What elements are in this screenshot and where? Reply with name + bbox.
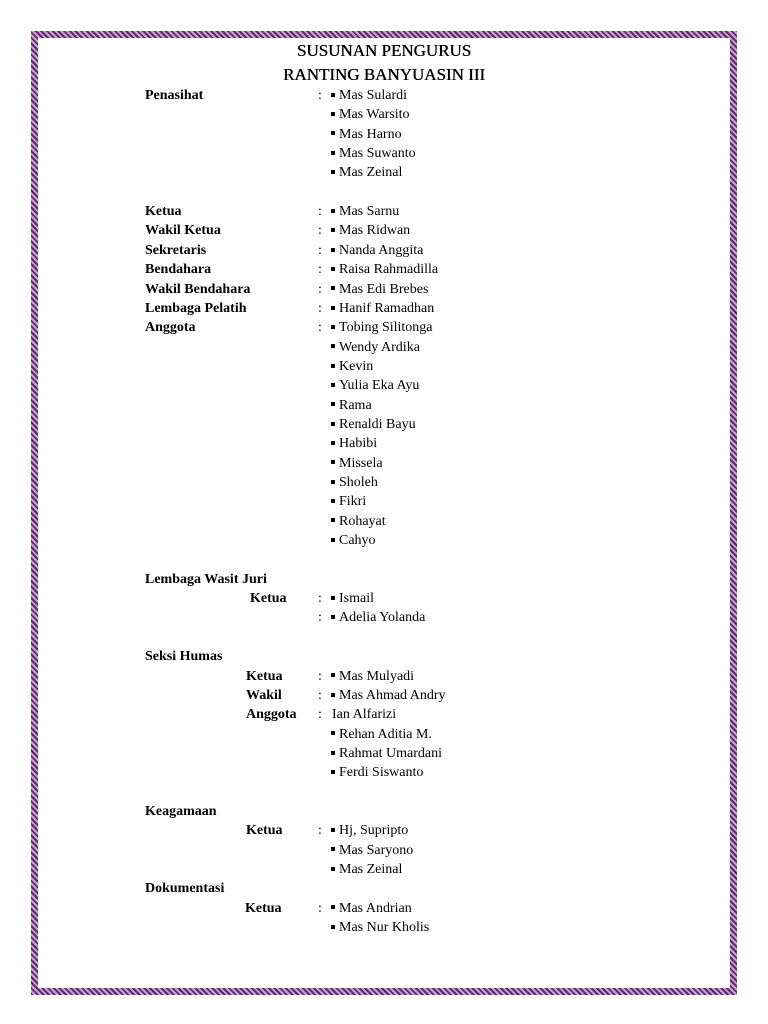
member-name: Mas Edi Brebes <box>339 281 429 297</box>
square-bullet-icon <box>331 925 335 929</box>
role-label: Lembaga Pelatih <box>145 300 247 316</box>
member-name-item <box>331 899 412 918</box>
member-name: Sholeh <box>339 475 378 490</box>
member-name: Mas Zeinal <box>339 165 403 181</box>
role-label: Penasihat <box>145 88 204 103</box>
member-name: Ismail <box>339 591 374 607</box>
square-bullet-icon <box>331 867 335 871</box>
member-name-item <box>332 705 396 724</box>
colon-separator: : <box>318 281 322 297</box>
member-name-item <box>331 763 423 782</box>
square-bullet-icon <box>331 422 335 426</box>
role-label: Anggota <box>145 320 196 336</box>
member-name-item <box>331 860 402 879</box>
role-label: Seksi Humas <box>145 649 223 665</box>
member-name: Mas Saryono <box>339 842 414 858</box>
member-name-item <box>331 744 442 763</box>
square-bullet-icon <box>331 770 335 774</box>
member-name: Mas Suwanto <box>339 146 416 162</box>
member-name-item <box>331 241 423 260</box>
member-name: Kevin <box>339 358 374 374</box>
square-bullet-icon <box>331 615 335 619</box>
role-label: Keagamaan <box>145 803 217 819</box>
member-name-item <box>331 280 428 299</box>
square-bullet-icon <box>331 538 335 542</box>
role-label: Anggota <box>246 707 297 723</box>
member-name-item <box>331 608 425 627</box>
member-name: Mas Zeinal <box>339 862 403 877</box>
square-bullet-icon <box>331 112 335 116</box>
square-bullet-icon <box>331 402 335 406</box>
colon-separator: : <box>318 900 322 916</box>
member-name-item <box>331 492 366 511</box>
member-name: Rohayat <box>339 513 386 529</box>
member-name: Rahmat Umardani <box>339 745 443 761</box>
role-label: Wakil <box>246 687 282 703</box>
colon-separator: : <box>318 262 322 278</box>
square-bullet-icon <box>331 693 335 697</box>
role-label: Wakil Ketua <box>145 223 221 239</box>
colon-separator: : <box>318 668 322 684</box>
member-name-item <box>331 125 402 144</box>
square-bullet-icon <box>331 248 335 252</box>
colon-separator: : <box>318 300 322 316</box>
member-name: Yulia Eka Ayu <box>339 378 420 394</box>
square-bullet-icon <box>331 480 335 484</box>
member-name-item <box>331 105 410 124</box>
square-bullet-icon <box>331 93 335 97</box>
member-name: Nanda Anggita <box>339 242 424 258</box>
square-bullet-icon <box>331 499 335 503</box>
member-name: Mas Warsito <box>339 107 410 123</box>
square-bullet-icon <box>331 151 335 155</box>
square-bullet-icon <box>331 751 335 755</box>
role-label: Ketua <box>250 591 287 607</box>
square-bullet-icon <box>331 131 335 135</box>
square-bullet-icon <box>331 905 335 909</box>
member-name-item <box>331 396 372 415</box>
member-name: Raisa Rahmadilla <box>339 262 439 278</box>
square-bullet-icon <box>331 228 335 232</box>
member-name-item <box>331 144 416 163</box>
member-name-item <box>331 163 402 182</box>
role-label: Lembaga Wasit Juri <box>145 571 267 587</box>
member-name: Mas Nur Kholis <box>339 920 430 936</box>
square-bullet-icon <box>331 441 335 445</box>
square-bullet-icon <box>331 460 335 464</box>
member-name: Wendy Ardika <box>339 339 420 355</box>
square-bullet-icon <box>331 170 335 174</box>
member-name-item <box>331 821 408 840</box>
member-name: Ian Alfarizi <box>332 707 397 723</box>
role-label: Ketua <box>145 204 182 220</box>
member-name: Cahyo <box>339 533 376 549</box>
member-name: Adelia Yolanda <box>339 610 426 626</box>
member-name-item <box>331 473 378 492</box>
role-label: Sekretaris <box>145 242 207 258</box>
role-label: Ketua <box>246 823 283 839</box>
square-bullet-icon <box>331 518 335 522</box>
member-name: Mas Andrian <box>339 900 412 916</box>
role-label: Bendahara <box>145 262 212 278</box>
member-name-item <box>331 299 434 318</box>
member-name-item <box>331 260 438 279</box>
colon-separator: : <box>318 591 322 607</box>
colon-separator: : <box>318 242 322 258</box>
role-label: Ketua <box>245 900 282 916</box>
member-name: Hj, Supripto <box>339 823 409 839</box>
colon-separator: : <box>318 204 322 220</box>
member-name-item <box>331 531 376 550</box>
member-name-item <box>331 725 432 744</box>
colon-separator: : <box>318 223 322 239</box>
member-name: Habibi <box>339 436 378 452</box>
member-name: Fikri <box>339 494 367 510</box>
colon-separator: : <box>318 707 322 723</box>
member-name: Mas Ahmad Andry <box>339 687 446 703</box>
colon-separator: : <box>318 320 322 336</box>
member-name: Rama <box>339 397 372 413</box>
member-name-item <box>331 512 386 531</box>
member-name: Rehan Aditia M. <box>339 726 432 742</box>
member-name: Hanif Ramadhan <box>339 300 435 316</box>
member-name-item <box>331 841 413 860</box>
square-bullet-icon <box>331 364 335 368</box>
square-bullet-icon <box>331 383 335 387</box>
member-name-item <box>331 202 399 221</box>
member-name-item <box>331 338 420 357</box>
member-name: Missela <box>339 455 383 471</box>
square-bullet-icon <box>331 267 335 271</box>
member-name-item <box>331 589 374 608</box>
square-bullet-icon <box>331 209 335 213</box>
member-name-item <box>331 918 429 937</box>
member-name: Mas Sarnu <box>339 204 400 220</box>
member-name: Renaldi Bayu <box>339 416 416 432</box>
member-name-item <box>331 357 373 376</box>
square-bullet-icon <box>331 344 335 348</box>
colon-separator: : <box>318 610 322 626</box>
member-name-item <box>331 376 419 395</box>
member-name: Mas Ridwan <box>339 223 411 239</box>
member-name: Mas Sulardi <box>339 88 408 103</box>
square-bullet-icon <box>331 731 335 735</box>
document-title-line-1: SUSUNAN PENGURUS <box>296 41 472 60</box>
member-name-item <box>331 434 377 453</box>
member-name-item <box>331 667 414 686</box>
role-label: Dokumentasi <box>145 881 225 897</box>
square-bullet-icon <box>331 847 335 851</box>
member-name-item <box>331 318 433 337</box>
colon-separator: : <box>318 687 322 703</box>
member-name: Tobing Silitonga <box>339 320 433 336</box>
square-bullet-icon <box>331 828 335 832</box>
colon-separator: : <box>318 88 322 103</box>
square-bullet-icon <box>331 596 335 600</box>
member-name-item <box>331 454 383 473</box>
document-title-line-2: RANTING BANYUASIN III <box>282 65 486 84</box>
colon-separator: : <box>318 823 322 839</box>
role-label: Ketua <box>246 668 283 684</box>
member-name-item <box>331 86 407 105</box>
member-name-item <box>331 686 446 705</box>
square-bullet-icon <box>331 325 335 329</box>
member-name-item <box>331 221 410 240</box>
square-bullet-icon <box>331 673 335 677</box>
member-name: Ferdi Siswanto <box>339 765 424 781</box>
member-name: Mas Harno <box>339 126 402 142</box>
role-label: Wakil Bendahara <box>145 281 251 297</box>
member-name-item <box>331 415 416 434</box>
member-name: Mas Mulyadi <box>339 668 415 684</box>
square-bullet-icon <box>331 286 335 290</box>
square-bullet-icon <box>331 306 335 310</box>
